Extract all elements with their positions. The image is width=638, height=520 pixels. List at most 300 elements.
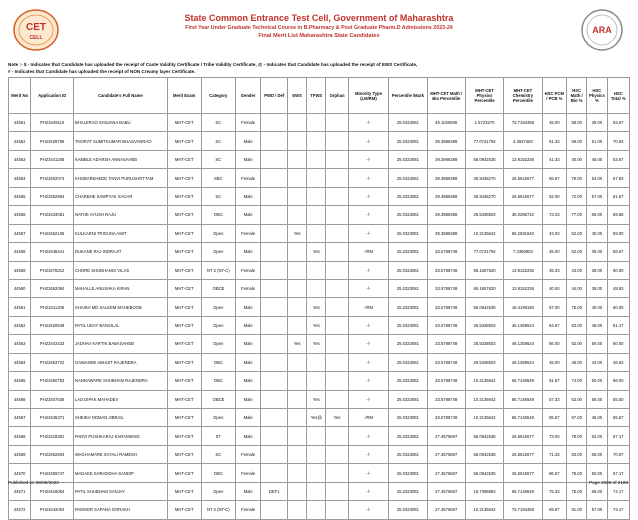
table-cell: 26.5615577 bbox=[504, 445, 542, 463]
table-cell: 67.17 bbox=[607, 464, 629, 482]
table-cell: 36.0256742 bbox=[504, 206, 542, 224]
table-cell: 44570 bbox=[9, 464, 31, 482]
column-header: HSC PCM / PCB % bbox=[542, 78, 566, 114]
table-cell bbox=[288, 353, 307, 371]
table-cell: MHT-CET bbox=[167, 464, 201, 482]
table-cell: 50.00 bbox=[587, 464, 607, 482]
table-cell: 25.0323081 bbox=[389, 409, 427, 427]
table-cell: 13.9152236 bbox=[504, 261, 542, 279]
table-cell: 25.0323081 bbox=[389, 390, 427, 408]
table-cell bbox=[288, 482, 307, 500]
table-cell: OBC bbox=[201, 464, 235, 482]
table-cell: Female bbox=[235, 114, 261, 132]
column-header: Gender bbox=[235, 78, 261, 114]
table-cell: 39.3986388 bbox=[427, 224, 465, 242]
table-cell: 25.0323081 bbox=[389, 132, 427, 150]
table-cell: -/- bbox=[348, 316, 388, 334]
table-cell: 33.5788748 bbox=[427, 353, 465, 371]
table-cell: 44563 bbox=[9, 335, 31, 353]
table-cell: 25.0323081 bbox=[389, 261, 427, 279]
table-cell: 25.5338503 bbox=[465, 353, 503, 371]
table-cell: Male bbox=[235, 409, 261, 427]
table-cell: PH23407836 bbox=[31, 390, 74, 408]
table-cell: 44561 bbox=[9, 298, 31, 316]
table-cell: -/- bbox=[348, 482, 388, 500]
table-cell: SC bbox=[201, 187, 235, 205]
table-cell bbox=[288, 187, 307, 205]
table-cell bbox=[307, 150, 326, 168]
table-cell: 57.00 bbox=[587, 501, 607, 519]
table-cell: PH23402073 bbox=[31, 169, 74, 187]
table-cell bbox=[326, 243, 348, 261]
table-cell: SC bbox=[201, 114, 235, 132]
table-cell: 26.5615577 bbox=[504, 187, 542, 205]
table-cell: 78.00 bbox=[567, 464, 587, 482]
table-cell: MHT-CET bbox=[167, 390, 201, 408]
table-cell: 25.5338503 bbox=[465, 316, 503, 334]
table-cell bbox=[326, 353, 348, 371]
table-cell: PH23478312 bbox=[31, 261, 74, 279]
table-cell bbox=[307, 482, 326, 500]
table-cell: 69.00 bbox=[567, 132, 587, 150]
table-cell: MHT-CET bbox=[167, 372, 201, 390]
table-cell bbox=[261, 316, 288, 334]
table-row bbox=[9, 409, 630, 427]
table-cell: PH23420549 bbox=[31, 316, 74, 334]
table-row bbox=[9, 224, 630, 242]
table-row bbox=[9, 335, 630, 353]
table-cell bbox=[326, 445, 348, 463]
table-cell: MHT-CET bbox=[167, 169, 201, 187]
table-cell: Male bbox=[235, 427, 261, 445]
table-cell: 52.00 bbox=[567, 335, 587, 353]
table-cell: Yes bbox=[307, 243, 326, 261]
table-cell: PH23418381 bbox=[31, 427, 74, 445]
table-cell: 77.0741794 bbox=[465, 132, 503, 150]
table-cell: 25.5338503 bbox=[465, 206, 503, 224]
table-cell: 73.00 bbox=[542, 427, 566, 445]
table-cell bbox=[261, 445, 288, 463]
table-cell bbox=[261, 501, 288, 519]
table-cell: 46.1359524 bbox=[504, 335, 542, 353]
table-cell: MHT-CET bbox=[167, 427, 201, 445]
table-cell: 75.33 bbox=[542, 482, 566, 500]
table-cell: MHT-CET bbox=[167, 224, 201, 242]
table-cell: MHT-CET bbox=[167, 501, 201, 519]
table-cell: Male bbox=[235, 482, 261, 500]
table-cell bbox=[307, 372, 326, 390]
table-cell: 79.00 bbox=[567, 169, 587, 187]
table-cell: 75.00 bbox=[567, 298, 587, 316]
table-cell: 65.7146549 bbox=[504, 390, 542, 408]
table-cell bbox=[307, 464, 326, 482]
table-cell: 25.5338503 bbox=[465, 335, 503, 353]
table-cell: 48.00 bbox=[587, 316, 607, 334]
table-cell: CHARBHE SAMPYAK SAGAR bbox=[73, 187, 167, 205]
table-cell: SHEIKH NOMAN JIBRAIL bbox=[73, 409, 167, 427]
table-cell: 61.17 bbox=[607, 316, 629, 334]
table-cell bbox=[326, 427, 348, 445]
table-cell: 46.00 bbox=[587, 150, 607, 168]
table-cell: 58.67 bbox=[607, 243, 629, 261]
column-header: PWD / Def bbox=[261, 78, 288, 114]
table-cell: 39.3986388 bbox=[427, 169, 465, 187]
table-cell: -/- bbox=[348, 169, 388, 187]
table-cell: -/- bbox=[348, 501, 388, 519]
table-cell: 77.0741794 bbox=[465, 243, 503, 261]
table-cell: 26.5615577 bbox=[504, 169, 542, 187]
table-cell: -/RM bbox=[348, 298, 388, 316]
table-cell: 44567 bbox=[9, 409, 31, 427]
table-cell bbox=[288, 501, 307, 519]
table-cell: 44568 bbox=[9, 427, 31, 445]
table-cell bbox=[288, 150, 307, 168]
table-cell: -/- bbox=[348, 206, 388, 224]
table-cell bbox=[261, 187, 288, 205]
table-cell: 4.3637460 bbox=[504, 132, 542, 150]
table-cell: 68.00 bbox=[587, 445, 607, 463]
table-cell: 73.17 bbox=[607, 501, 629, 519]
table-cell: PH23442004 bbox=[31, 501, 74, 519]
table-cell: 46.00 bbox=[567, 353, 587, 371]
table-cell bbox=[307, 501, 326, 519]
table-cell: 25.0323081 bbox=[389, 114, 427, 132]
table-cell bbox=[288, 279, 307, 297]
table-row bbox=[9, 501, 630, 519]
column-header: HSC Physics % bbox=[587, 78, 607, 114]
table-cell: NT 2 (NT-C) bbox=[201, 261, 235, 279]
table-cell: 57.00 bbox=[542, 298, 566, 316]
table-cell: 33.5788748 bbox=[427, 261, 465, 279]
table-cell: Male bbox=[235, 316, 261, 334]
ara-logo bbox=[578, 8, 626, 52]
table-cell: Male bbox=[235, 372, 261, 390]
table-cell: MHT-CET bbox=[167, 298, 201, 316]
table-cell: MHT-CET bbox=[167, 187, 201, 205]
table-cell: 18.4199190 bbox=[504, 298, 542, 316]
table-cell: 43.00 bbox=[587, 353, 607, 371]
table-cell bbox=[261, 464, 288, 482]
table-cell: Female bbox=[235, 445, 261, 463]
table-cell: CHORE SHUBHANGI VILAS bbox=[73, 261, 167, 279]
column-header: MHT-CET Physics Percentile bbox=[465, 78, 503, 114]
table-cell bbox=[288, 445, 307, 463]
table-cell: -/- bbox=[348, 372, 388, 390]
table-row bbox=[9, 482, 630, 500]
merit-list-table bbox=[8, 77, 630, 520]
table-cell: 53.67 bbox=[607, 150, 629, 168]
table-cell: Male bbox=[235, 298, 261, 316]
table-cell bbox=[288, 464, 307, 482]
table-cell: -/- bbox=[348, 224, 388, 242]
table-cell: WAGHAMARE SAYALI RAMESH bbox=[73, 445, 167, 463]
table-cell: 75.00 bbox=[567, 482, 587, 500]
table-cell: 60.00 bbox=[607, 298, 629, 316]
table-cell: 43.00 bbox=[567, 261, 587, 279]
table-cell: -/RM bbox=[348, 409, 388, 427]
table-cell bbox=[288, 132, 307, 150]
table-cell: Open bbox=[201, 298, 235, 316]
table-cell: 91.00 bbox=[567, 501, 587, 519]
table-cell bbox=[307, 261, 326, 279]
table-cell: 55.67 bbox=[542, 409, 566, 427]
table-cell: 73.7184458 bbox=[504, 114, 542, 132]
table-cell: MHT-CET bbox=[167, 279, 201, 297]
table-cell: MHT-CET bbox=[167, 445, 201, 463]
note-line: Note :- $ - Indicates that Candidate has uploaded the receipt of Caste Validity Certificate / Tribe Validity Certificate, @ - Indicates that Candidate has uploaded the receipt of EWS Certificate, bbox=[8, 62, 418, 67]
table-cell bbox=[307, 224, 326, 242]
table-cell: 60.00 bbox=[607, 335, 629, 353]
table-cell: PH23462604 bbox=[31, 445, 74, 463]
table-cell: MHT-CET bbox=[167, 114, 201, 132]
table-cell bbox=[261, 169, 288, 187]
note-line: # - Indicates that Candidate has uploaded the receipt of NON Creamy layer Certificate. bbox=[8, 68, 196, 74]
table-cell: 67.00 bbox=[567, 409, 587, 427]
table-cell: 58.0942535 bbox=[465, 150, 503, 168]
table-header-row bbox=[9, 78, 630, 114]
table-cell: 33.5788748 bbox=[427, 372, 465, 390]
table-cell: Female bbox=[235, 464, 261, 482]
table-cell: PH23462084 bbox=[31, 279, 74, 297]
table-cell: MHT-CET bbox=[167, 150, 201, 168]
table-cell: MHT-CET bbox=[167, 261, 201, 279]
table-cell bbox=[288, 390, 307, 408]
table-cell: 59.00 bbox=[607, 224, 629, 242]
table-cell: 10.2136642 bbox=[465, 409, 503, 427]
table-cell: 44571 bbox=[9, 482, 31, 500]
table-cell: 71.33 bbox=[542, 445, 566, 463]
table-row bbox=[9, 187, 630, 205]
table-cell: Female bbox=[235, 224, 261, 242]
table-cell: 58.0942535 bbox=[465, 464, 503, 482]
table-cell: 25.0323081 bbox=[389, 482, 427, 500]
table-cell: 13.9152236 bbox=[504, 279, 542, 297]
table-cell bbox=[326, 206, 348, 224]
column-header: Category bbox=[201, 78, 235, 114]
table-cell bbox=[326, 372, 348, 390]
table-cell: 33.5788748 bbox=[427, 390, 465, 408]
table-cell: 44554 bbox=[9, 169, 31, 187]
table-cell: SBC bbox=[201, 169, 235, 187]
table-cell: 44566 bbox=[9, 390, 31, 408]
table-cell: 61.33 bbox=[542, 132, 566, 150]
table-cell: PH23416054 bbox=[31, 482, 74, 500]
table-cell: 35.9438270 bbox=[465, 169, 503, 187]
table-cell: 53.67 bbox=[607, 114, 629, 132]
table-cell: 25.0323081 bbox=[389, 243, 427, 261]
table-cell: PADVI PUSHKARAJ KARAMSING bbox=[73, 427, 167, 445]
table-cell bbox=[261, 206, 288, 224]
table-cell: MHT-CET bbox=[167, 132, 201, 150]
table-cell: Female bbox=[235, 169, 261, 187]
table-cell: Open bbox=[201, 482, 235, 500]
table-cell: 1.5723270 bbox=[465, 114, 503, 132]
table-cell: 38.00 bbox=[587, 261, 607, 279]
table-cell: 44569 bbox=[9, 445, 31, 463]
table-cell bbox=[307, 114, 326, 132]
table-cell: 25.0323081 bbox=[389, 224, 427, 242]
table-cell: Male bbox=[235, 390, 261, 408]
table-cell: 86.67 bbox=[542, 464, 566, 482]
table-cell bbox=[326, 279, 348, 297]
table-cell: OBC bbox=[201, 353, 235, 371]
table-cell: 25.0323081 bbox=[389, 206, 427, 224]
table-cell: 44565 bbox=[9, 372, 31, 390]
table-cell: 45.00 bbox=[542, 243, 566, 261]
table-cell bbox=[261, 114, 288, 132]
page-number: Page 2026 of 2188 bbox=[589, 480, 628, 485]
table-cell: MADAKE SHRADDHA SANDIP bbox=[73, 464, 167, 482]
table-cell: 65.7146549 bbox=[504, 372, 542, 390]
table-cell: PH23443433 bbox=[31, 335, 74, 353]
table-cell: 58.00 bbox=[587, 390, 607, 408]
table-cell bbox=[288, 409, 307, 427]
ara-logo-text: ARA bbox=[592, 25, 612, 35]
table-cell: 46.83 bbox=[607, 353, 629, 371]
table-cell: 65.7146549 bbox=[504, 482, 542, 500]
table-cell: PH23462964 bbox=[31, 187, 74, 205]
table-cell bbox=[326, 390, 348, 408]
table-cell: SC bbox=[201, 150, 235, 168]
list-title: Final Merit List Maharashtra State Candidates bbox=[258, 33, 380, 39]
column-header: Merit No bbox=[9, 78, 31, 114]
table-cell: 40.00 bbox=[587, 224, 607, 242]
table-cell: 25.0323081 bbox=[389, 298, 427, 316]
table-cell: 66.00 bbox=[587, 206, 607, 224]
table-cell: -/- bbox=[348, 261, 388, 279]
column-header: Candidate's Full Name bbox=[73, 78, 167, 114]
table-cell: MHT-CET bbox=[167, 409, 201, 427]
table-cell bbox=[307, 187, 326, 205]
table-cell: 45.00 bbox=[542, 114, 566, 132]
cet-cell-logo bbox=[12, 8, 60, 52]
table-cell: 43.00 bbox=[542, 224, 566, 242]
table-cell: 45.00 bbox=[542, 353, 566, 371]
table-cell: PH23445371 bbox=[31, 409, 74, 427]
table-cell: PADMOR SAPANA GORAKH bbox=[73, 501, 167, 519]
column-header: MHT-CET Math / Bio Percentile bbox=[427, 78, 465, 114]
table-cell: PATIL UDAY BANSILAL bbox=[73, 316, 167, 334]
table-cell: 69.00 bbox=[587, 482, 607, 500]
table-row bbox=[9, 316, 630, 334]
table-cell: 27.4575687 bbox=[427, 445, 465, 463]
table-cell: MHT-CET bbox=[167, 482, 201, 500]
notes-block bbox=[8, 62, 630, 75]
table-cell bbox=[307, 427, 326, 445]
table-cell: 41.33 bbox=[542, 150, 566, 168]
table-cell: Yes bbox=[307, 316, 326, 334]
column-header: EWS bbox=[288, 78, 307, 114]
table-cell: 73.33 bbox=[542, 206, 566, 224]
table-cell: PH23448441 bbox=[31, 243, 74, 261]
table-cell: MHT-CET bbox=[167, 335, 201, 353]
table-cell: 50.00 bbox=[587, 372, 607, 390]
table-cell bbox=[261, 224, 288, 242]
table-cell: 45.33 bbox=[542, 261, 566, 279]
table-cell: Open bbox=[201, 335, 235, 353]
table-cell: -/- bbox=[348, 114, 388, 132]
table-cell: Open bbox=[201, 409, 235, 427]
table-row bbox=[9, 279, 630, 297]
table-cell bbox=[261, 409, 288, 427]
table-cell: NATHE AYUSH RAJU bbox=[73, 206, 167, 224]
table-cell: 25.0323081 bbox=[389, 187, 427, 205]
table-cell: 33.5788748 bbox=[427, 243, 465, 261]
column-header: TFWS bbox=[307, 78, 326, 114]
table-cell: 33.5788748 bbox=[427, 298, 465, 316]
column-header: HSC Math / Bio % bbox=[567, 78, 587, 114]
table-cell bbox=[261, 261, 288, 279]
table-cell: 44560 bbox=[9, 279, 31, 297]
table-cell: 44564 bbox=[9, 353, 31, 371]
column-header: Percentile /Mark bbox=[389, 78, 427, 114]
table-cell: PH23411206 bbox=[31, 298, 74, 316]
table-row bbox=[9, 243, 630, 261]
table-cell bbox=[288, 206, 307, 224]
table-cell bbox=[288, 372, 307, 390]
table-cell: DUKANE RAJ INDRAJIT bbox=[73, 243, 167, 261]
table-cell: 73.7184458 bbox=[504, 501, 542, 519]
table-cell: Yes bbox=[288, 224, 307, 242]
table-cell: 10.2136642 bbox=[465, 501, 503, 519]
table-cell: 64.67 bbox=[542, 316, 566, 334]
table-cell: 67.17 bbox=[607, 427, 629, 445]
table-body bbox=[9, 114, 630, 520]
table-cell: 33.5788748 bbox=[427, 335, 465, 353]
table-cell bbox=[261, 132, 288, 150]
table-cell: 26.5615577 bbox=[504, 464, 542, 482]
table-cell: 38.00 bbox=[587, 279, 607, 297]
table-cell: 25.0323081 bbox=[389, 445, 427, 463]
table-cell: 25.0323081 bbox=[389, 279, 427, 297]
table-cell: 25.0323081 bbox=[389, 150, 427, 168]
table-cell: 40.00 bbox=[587, 298, 607, 316]
table-cell: 62.00 bbox=[587, 427, 607, 445]
table-cell: 36.00 bbox=[587, 243, 607, 261]
table-cell: MHT-CET bbox=[167, 206, 201, 224]
table-cell: MHT-CET bbox=[167, 353, 201, 371]
table-cell: Open bbox=[201, 243, 235, 261]
table-cell: 13.9152236 bbox=[504, 150, 542, 168]
table-cell: 65.67 bbox=[607, 409, 629, 427]
table-cell: 27.4575687 bbox=[427, 501, 465, 519]
table-cell: 59.00 bbox=[587, 335, 607, 353]
table-cell: -/- bbox=[348, 132, 388, 150]
course-subtitle: First Year Under Graduate Technical Course in B.Pharmacy & Post Graduate Pharm.D Admissions 2023-24 bbox=[185, 25, 453, 31]
table-cell: Female bbox=[235, 261, 261, 279]
column-header: Orphan bbox=[326, 78, 348, 114]
table-cell: GAWANDE ABHIJIT RAJENDRA bbox=[73, 353, 167, 371]
table-cell bbox=[288, 261, 307, 279]
table-cell: 26.5615577 bbox=[504, 427, 542, 445]
table-cell: 54.00 bbox=[587, 169, 607, 187]
table-cell: 44551 bbox=[9, 114, 31, 132]
table-cell bbox=[326, 187, 348, 205]
table-cell: 46.1359524 bbox=[504, 353, 542, 371]
table-cell: KULKARNI TRIGUNA AMIT bbox=[73, 224, 167, 242]
table-cell: 58.0942535 bbox=[465, 445, 503, 463]
table-cell bbox=[261, 353, 288, 371]
table-cell: 74.00 bbox=[567, 372, 587, 390]
table-row bbox=[9, 372, 630, 390]
table-cell: MHT-CET bbox=[167, 243, 201, 261]
table-cell bbox=[307, 353, 326, 371]
title-block bbox=[70, 12, 568, 40]
table-row bbox=[9, 353, 630, 371]
table-cell: OBC$ bbox=[201, 390, 235, 408]
table-cell: MHT-CET bbox=[167, 316, 201, 334]
table-cell: SC bbox=[201, 132, 235, 150]
